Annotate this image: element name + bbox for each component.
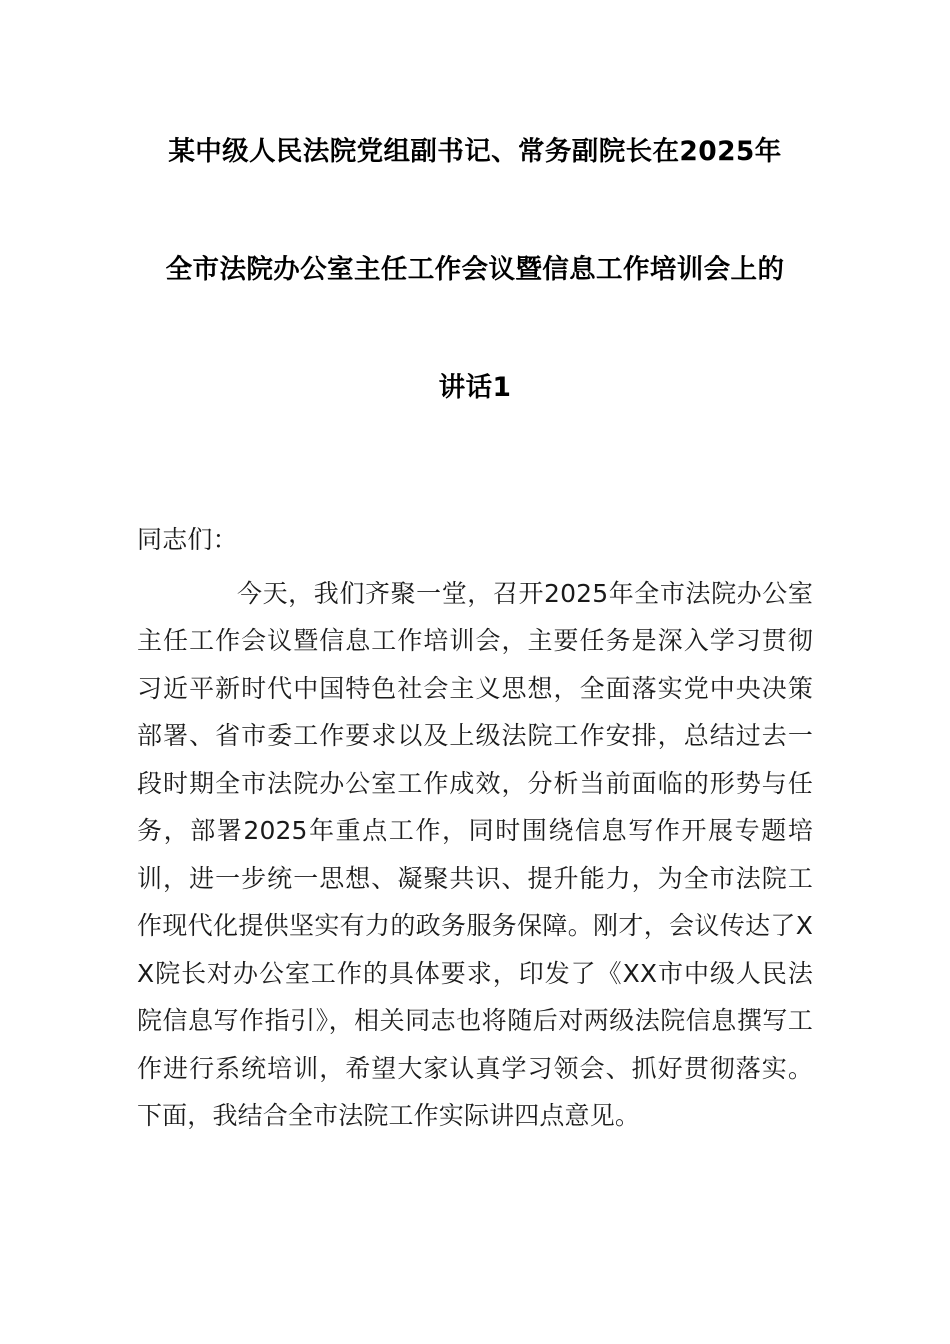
page-title-line-2: 全市法院办公室主任工作会议暨信息工作培训会上的: [165, 254, 785, 285]
page-title: 某中级人民法院党组副书记、常务副院长在2025年: [168, 136, 782, 167]
salutation: 同志们：: [137, 525, 238, 554]
page-title-line-3: 讲话1: [438, 372, 512, 403]
document-content: [137, 0, 813, 1140]
body-paragraph-1: 今天，我们齐聚一堂，召开2025年全市法院办公室主任工作会议暨信息工作培训会，主要任务是深入学习贯彻习近平新时代中国特色社会主义思想，全面落实党中央决策部署、省市委工作要求以及上级法院工作安排，总结过去一段时期全市法院办公室工作成效，分析当前面临的形势与任务，部署2025年重点工作，同时围绕信息写作开展专题培训，进一步统一思想、凝聚共识、提升能力，为全市法院工作现代化提供坚实有力的政务服务保障。刚才，会议传达了XX院长对办公室工作的具体要求，印发了《XX市中级人民法院信息写作指引》，相关同志也将随后对两级法院信息撰写工作进行系统培训，希望大家认真学习领会、抓好贯彻落实。下面，我结合全市法院工作实际讲四点意见。: [137, 578, 813, 1130]
document-title-block: [137, 0, 813, 447]
